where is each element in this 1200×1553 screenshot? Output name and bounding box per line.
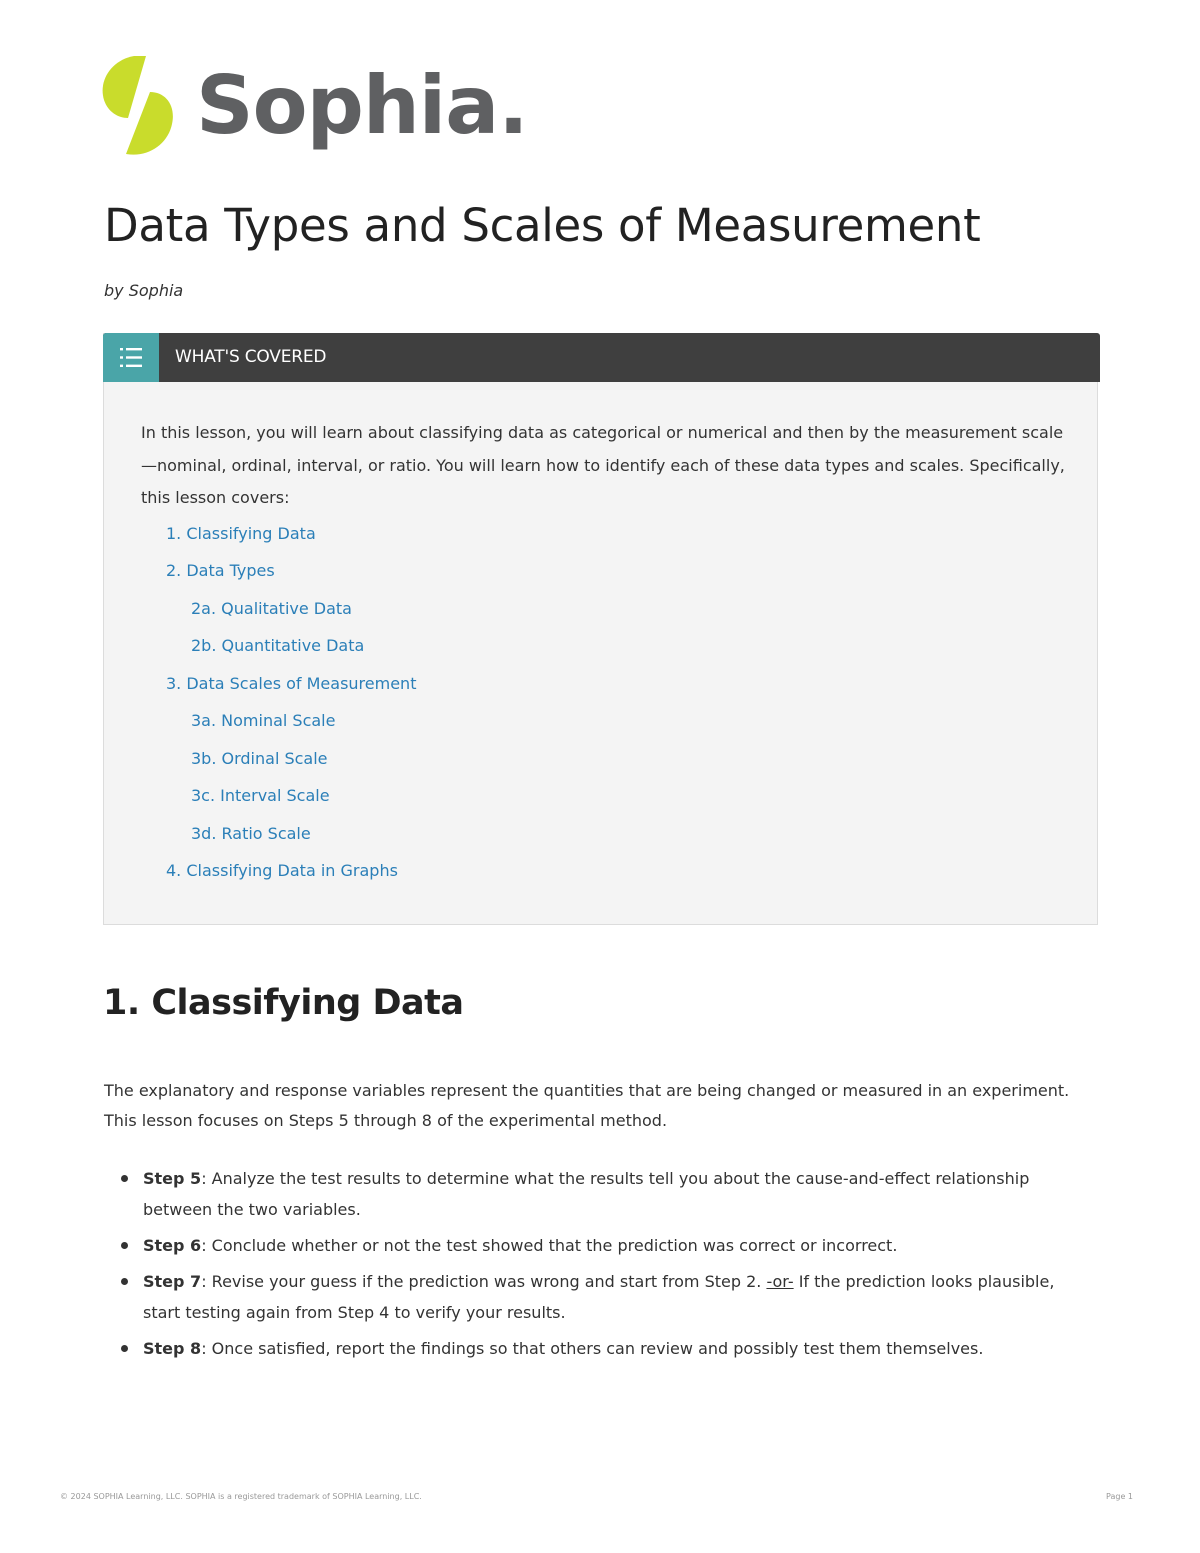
footer-page-number: Page 1 — [1106, 1492, 1133, 1501]
toc-link-interval-scale[interactable]: 3c. Interval Scale — [191, 786, 330, 805]
whats-covered-body — [141, 417, 1066, 896]
step-label: Step 6 — [143, 1236, 202, 1255]
toc-item — [141, 558, 1066, 596]
step-text: : Once satisfied, report the findings so that others can review and possibly test them themselves. — [201, 1339, 984, 1358]
list-item — [104, 1266, 1094, 1328]
whats-covered-icon-box — [103, 333, 159, 382]
toc-item — [141, 708, 1066, 746]
or-text: -or- — [766, 1272, 794, 1291]
step-text: : Conclude whether or not the test showed that the prediction was correct or incorrect. — [201, 1236, 898, 1255]
toc-item — [141, 633, 1066, 671]
logo-name: Sophia — [196, 59, 499, 152]
list-item — [104, 1230, 1094, 1261]
step-text: : Revise your guess if the prediction was wrong and start from Step 2. — [201, 1272, 767, 1291]
logo-dot: . — [498, 59, 528, 152]
section-heading: 1. Classifying Data — [103, 983, 464, 1023]
list-icon — [103, 333, 159, 382]
toc-item — [141, 671, 1066, 709]
step-label: Step 7 — [143, 1272, 202, 1291]
toc-item — [141, 596, 1066, 634]
sophia-leaf-icon — [100, 54, 176, 158]
toc-link-ordinal-scale[interactable]: 3b. Ordinal Scale — [191, 748, 328, 768]
whats-covered-box — [103, 333, 1098, 925]
lesson-toc — [141, 521, 1066, 896]
toc-link-data-scales[interactable]: 3. Data Scales of Measurement — [166, 673, 417, 693]
toc-link-ratio-scale[interactable]: 3d. Ratio Scale — [191, 823, 311, 843]
step-label: Step 8 — [143, 1339, 202, 1358]
logo-wordmark — [196, 58, 528, 154]
toc-item — [141, 858, 1066, 896]
whats-covered-label: WHAT'S COVERED — [175, 347, 327, 367]
list-item — [104, 1163, 1094, 1225]
steps-list — [104, 1163, 1094, 1369]
sophia-logo — [100, 54, 528, 158]
page-title: Data Types and Scales of Measurement — [104, 199, 981, 252]
footer-copyright: © 2024 SOPHIA Learning, LLC. SOPHIA is a registered trademark of SOPHIA Learning, LLC. — [60, 1492, 422, 1501]
step-text: : Analyze the test results to determine what the results tell you about the cause-and-effect relationship between the two variables. — [143, 1169, 1030, 1219]
toc-link-classifying-data-graphs[interactable]: 4. Classifying Data in Graphs — [166, 861, 398, 880]
toc-item — [141, 821, 1066, 859]
step-text-after: If the prediction looks plausible, start testing again from Step 4 to verify your results. — [143, 1272, 1055, 1322]
toc-item — [141, 521, 1066, 559]
toc-item — [141, 783, 1066, 821]
list-item — [104, 1333, 1094, 1364]
toc-link-quantitative-data[interactable]: 2b. Quantitative Data — [191, 636, 365, 655]
section-paragraph: The explanatory and response variables represent the quantities that are being changed or measured in an experiment. This lesson focuses on Steps 5 through 8 of the experimental method. — [104, 1081, 1070, 1130]
toc-link-classifying-data[interactable]: 1. Classifying Data — [166, 523, 316, 543]
whats-covered-header — [103, 333, 1100, 382]
step-label: Step 5 — [143, 1169, 202, 1188]
whats-covered-intro: In this lesson, you will learn about classifying data as categorical or numerical and then by the measurement scale—nominal, ordinal, interval, or ratio. You will learn how to identify each of these data types and scales. Specifically, this lesson covers: — [141, 423, 1065, 507]
byline: by Sophia — [104, 281, 184, 300]
toc-item — [141, 746, 1066, 784]
toc-link-qualitative-data[interactable]: 2a. Qualitative Data — [191, 598, 352, 618]
toc-link-data-types[interactable]: 2. Data Types — [166, 561, 275, 580]
toc-link-nominal-scale[interactable]: 3a. Nominal Scale — [191, 711, 336, 730]
